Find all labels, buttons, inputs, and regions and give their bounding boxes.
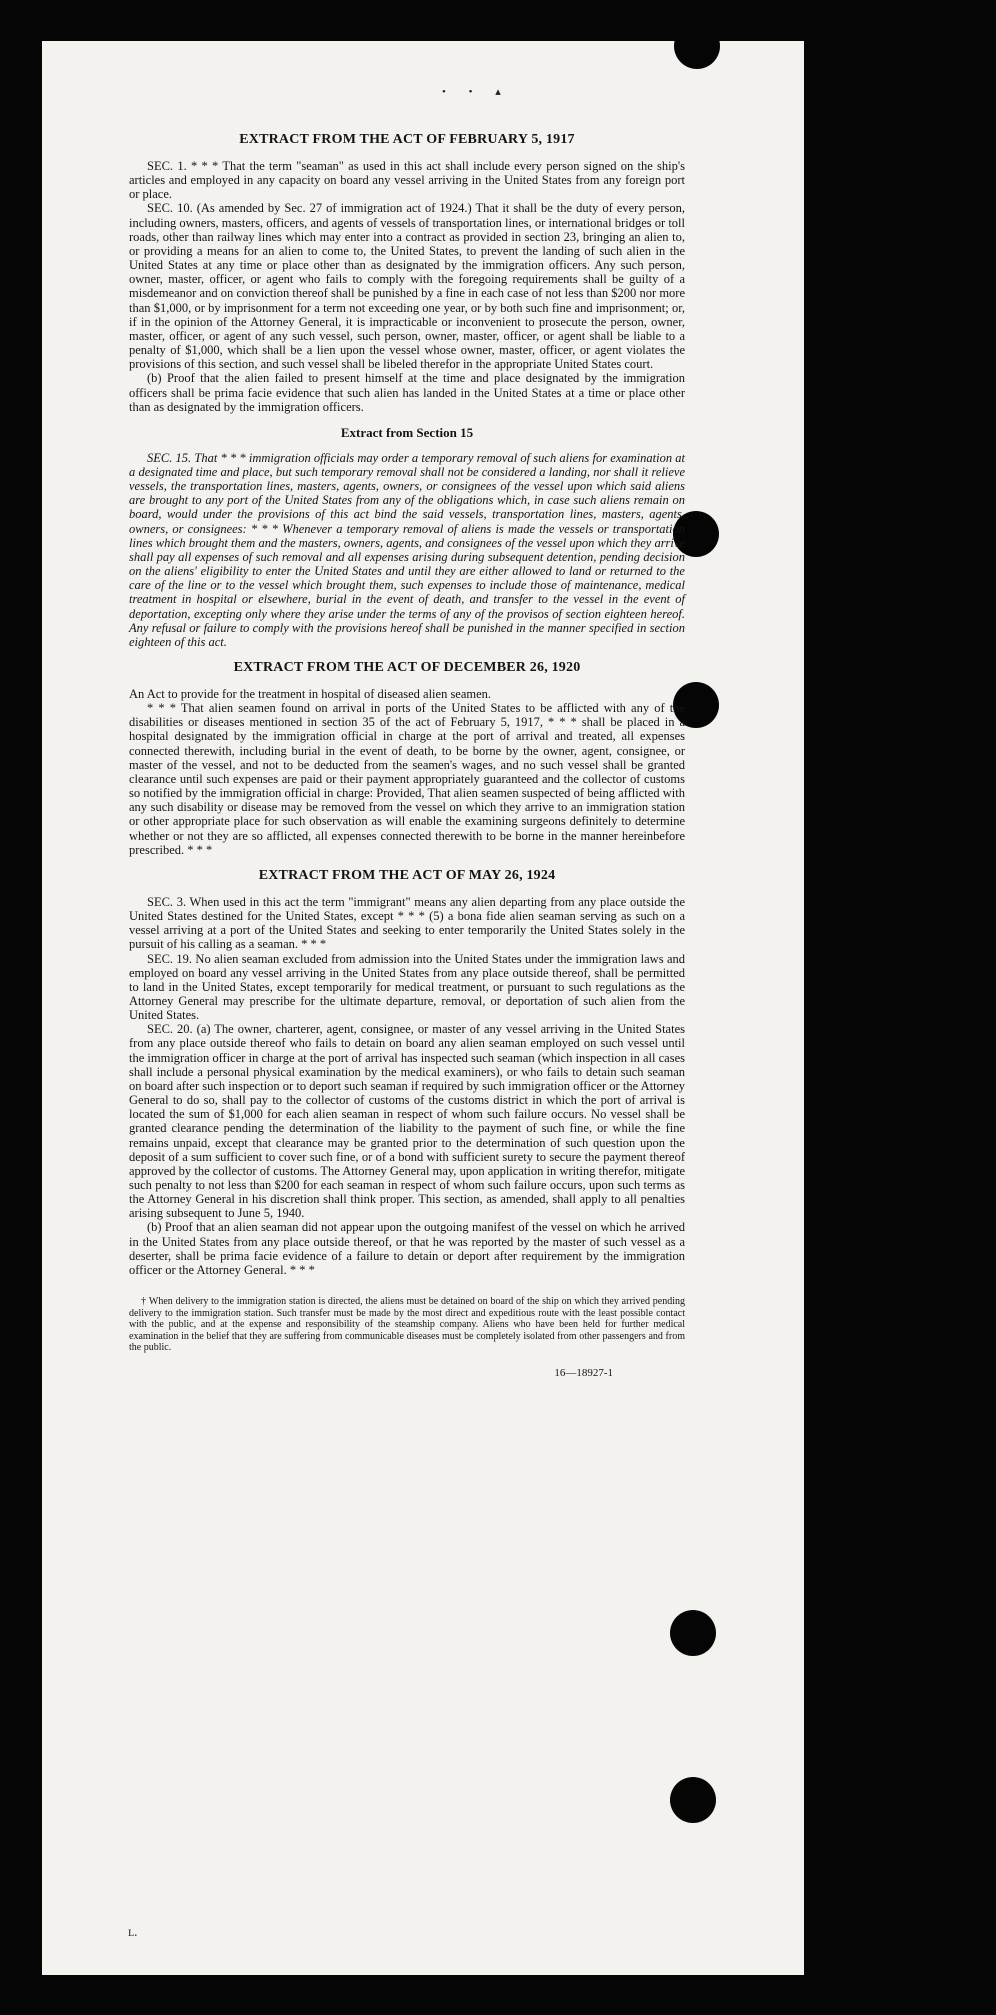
paragraph: SEC. 10. (As amended by Sec. 27 of immigration act of 1924.) That it shall be the duty of every person, including owners, masters, officers, and agents of vessels of transportation lines, or international bridges or toll roads, other than railway lines which may enter into a contract as provided in section 23, bringing an alien to, or providing a means for an alien to come to, the United States, to prevent the landing of such alien in the United States at any time or place other than as designated by the immigration officers. Any such person, owner, master, officer, or agent who fails to comply with the foregoing requirements shall be guilty of a misdemeanor and on conviction thereof shall be punished by a fine in each case of not less than $200 nor more than $1,000, or by imprisonment for a term not exceeding one year, or by both such fine and imprisonment; or, if in the opinion of the Attorney General, it is impracticable or inconvenient to prosecute the person, owner, master, officer, or agent of any such vessel, such person, owner, master, officer, or agent shall be liable to a penalty of $1,000, which shall be a lien upon the vessel whose owner, master, officer, or agent violates the provisions of this section, and such vessel shall be libeled therefor in the appropriate United States court. — [129, 201, 685, 372]
document-page — [42, 41, 804, 1975]
section-heading: EXTRACT FROM THE ACT OF DECEMBER 26, 1920 — [233, 660, 581, 675]
top-mark: • • ▴ — [442, 86, 511, 98]
subsection-heading: Extract from Section 15 — [340, 424, 474, 440]
section-dec-1920 — [129, 659, 685, 857]
punch-hole — [670, 1777, 716, 1823]
paragraph: (b) Proof that an alien seaman did not appear upon the outgoing manifest of the vessel on which he arrived in the United States from any place outside thereof, or that he was reported by the master of such vessel as a deserter, shall be prima facie evidence of a failure to detain or deport after requirement by the immigration officer or the Attorney General. * * * — [129, 1220, 685, 1277]
paragraph: (b) Proof that the alien failed to present himself at the time and place designated by the immigration officers shall be prima facie evidence that such alien has landed in the United States at a time or place other than as designated by the immigration officers. — [129, 371, 685, 414]
section-may-1924 — [129, 867, 685, 1277]
margin-mark: ʟ. — [128, 1925, 138, 1940]
paragraph: SEC. 15. That * * * immigration officials may order a temporary removal of such aliens for examination at a designated time and place, but such temporary removal shall not be considered a landing, nor shall it relieve vessels, the transportation lines, masters, agents, owners, or consignees of the vessel upon which said aliens are brought to any port of the United States from any of the obligations which, in case such aliens remain on board, would under the provisions of this act bind the said vessels, transportation lines, masters, agents, owners, or consignees: * * * Whenever a temporary removal of aliens is made the vessels or transportation lines which brought them and the masters, owners, agents, and consignees of the vessel upon which they arrive shall pay all expenses of such removal and all expenses arising during subsequent detention, pending decision on the aliens' eligibility to enter the United States and until they are either allowed to land or returned to the care of the line or to the vessel which brought them, such expenses to include those of maintenance, medical treatment in hospital or elsewhere, burial in the event of death, and transfer to the vessel in the event of deportation, excepting only where they arise under the terms of any of the provisos of section eighteen hereof. Any refusal or failure to comply with the provisions hereof shall be punished in the manner specified in section eighteen of this act. — [129, 450, 685, 649]
form-code: 16—18927-1 — [554, 1366, 613, 1379]
section-15-extract — [129, 424, 685, 649]
paragraph: SEC. 19. No alien seaman excluded from admission into the United States under the immigration laws and employed on board any vessel arriving in the United States from any place outside thereof, shall be permitted to land in the United States, except temporarily for medical treatment, or pursuant to such regulations as the Attorney General may prescribe for the ultimate departure, removal, or deportation of such alien from the United States. — [129, 951, 685, 1023]
paragraph: SEC. 3. When used in this act the term "immigrant" means any alien departing from any place outside the United States destined for the United States, except * * * (5) a bona fide alien seaman serving as such on a vessel arriving at a port of the United States and seeking to enter temporarily the United States solely in the pursuit of his calling as a seaman. * * * — [129, 894, 685, 952]
paragraph: SEC. 20. (a) The owner, charterer, agent, consignee, or master of any vessel arriving in the United States from any place outside thereof who fails to detain on board any alien seaman employed on such vessel until the immigration officer in charge at the port of arrival has inspected such seaman (which inspection in all cases shall include a personal physical examination by the medical examiners), or who fails to detain such seaman on board after such inspection or to deport such seaman if required by such immigration officer or the Attorney General to do so, shall pay to the collector of customs of the customs district in which the port of arrival is located the sum of $1,000 for each alien seaman in respect of whom such failure occurs. No vessel shall be granted clearance pending the determination of the liability to the payment of such fine, or while the fine remains unpaid, except that clearance may be granted prior to the determination of such question upon the deposit of a sum sufficient to cover such fine, or of a bond with sufficient surety to secure the payment thereof approved by the collector of customs. The Attorney General may, upon application in writing therefor, mitigate such penalty to not less than $200 for each seaman in respect of whom such failure occurs, upon such terms as the Attorney General in his discretion shall think proper. This section, as amended, shall apply to all penalties arising subsequent to June 5, 1940. — [129, 1022, 685, 1221]
footnote: † When delivery to the immigration station is directed, the aliens must be detained on board of the ship on which they arrived pending delivery to the immigration station. Such transfer must be made by the most direct and expeditious route with the least possible contact with the public, and at the expense and responsibility of the steamship company. Aliens who have been held for further medical examination in the belief that they are suffering from communicable diseases must be completely isolated from other passengers and from the public. — [129, 1296, 685, 1354]
section-heading: EXTRACT FROM THE ACT OF FEBRUARY 5, 1917 — [239, 132, 575, 147]
paragraph: An Act to provide for the treatment in hospital of diseased alien seamen. — [129, 687, 492, 701]
section-feb-1917 — [129, 131, 685, 414]
paragraph: SEC. 1. * * * That the term "seaman" as used in this act shall include every person signed on the ship's articles and employed in any capacity on board any vessel arriving in the United States from any foreign port or place. — [129, 159, 685, 202]
punch-hole — [674, 41, 720, 69]
paragraph: * * * That alien seamen found on arrival in ports of the United States to be afflicted with any of the disabilities or diseases mentioned in section 35 of the act of February 5, 1917, * * * shall be placed in a hospital designated by the immigration official in charge at the port of arrival and treated, all expenses connected therewith, including burial in the event of death, to be borne by the owner, agent, consignee, or master of the vessel, and not to be deducted from the seamen's wages, and no such vessel shall be granted clearance until such expenses are paid or their payment appropriately guaranteed and the collector of customs so notified by the immigration official in charge: Provided, That alien seamen suspected of being afflicted with any such disability or disease may be removed from the vessel on which they arrive to an immigration station or other appropriate place for such observation as will enable the examining surgeons definitely to determine whether or not they are so afflicted, all expenses connected therewith to be borne in the manner hereinbefore prescribed. * * * — [129, 701, 685, 857]
section-heading: EXTRACT FROM THE ACT OF MAY 26, 1924 — [258, 867, 556, 883]
punch-hole — [670, 1610, 716, 1656]
document-content — [129, 131, 685, 1380]
